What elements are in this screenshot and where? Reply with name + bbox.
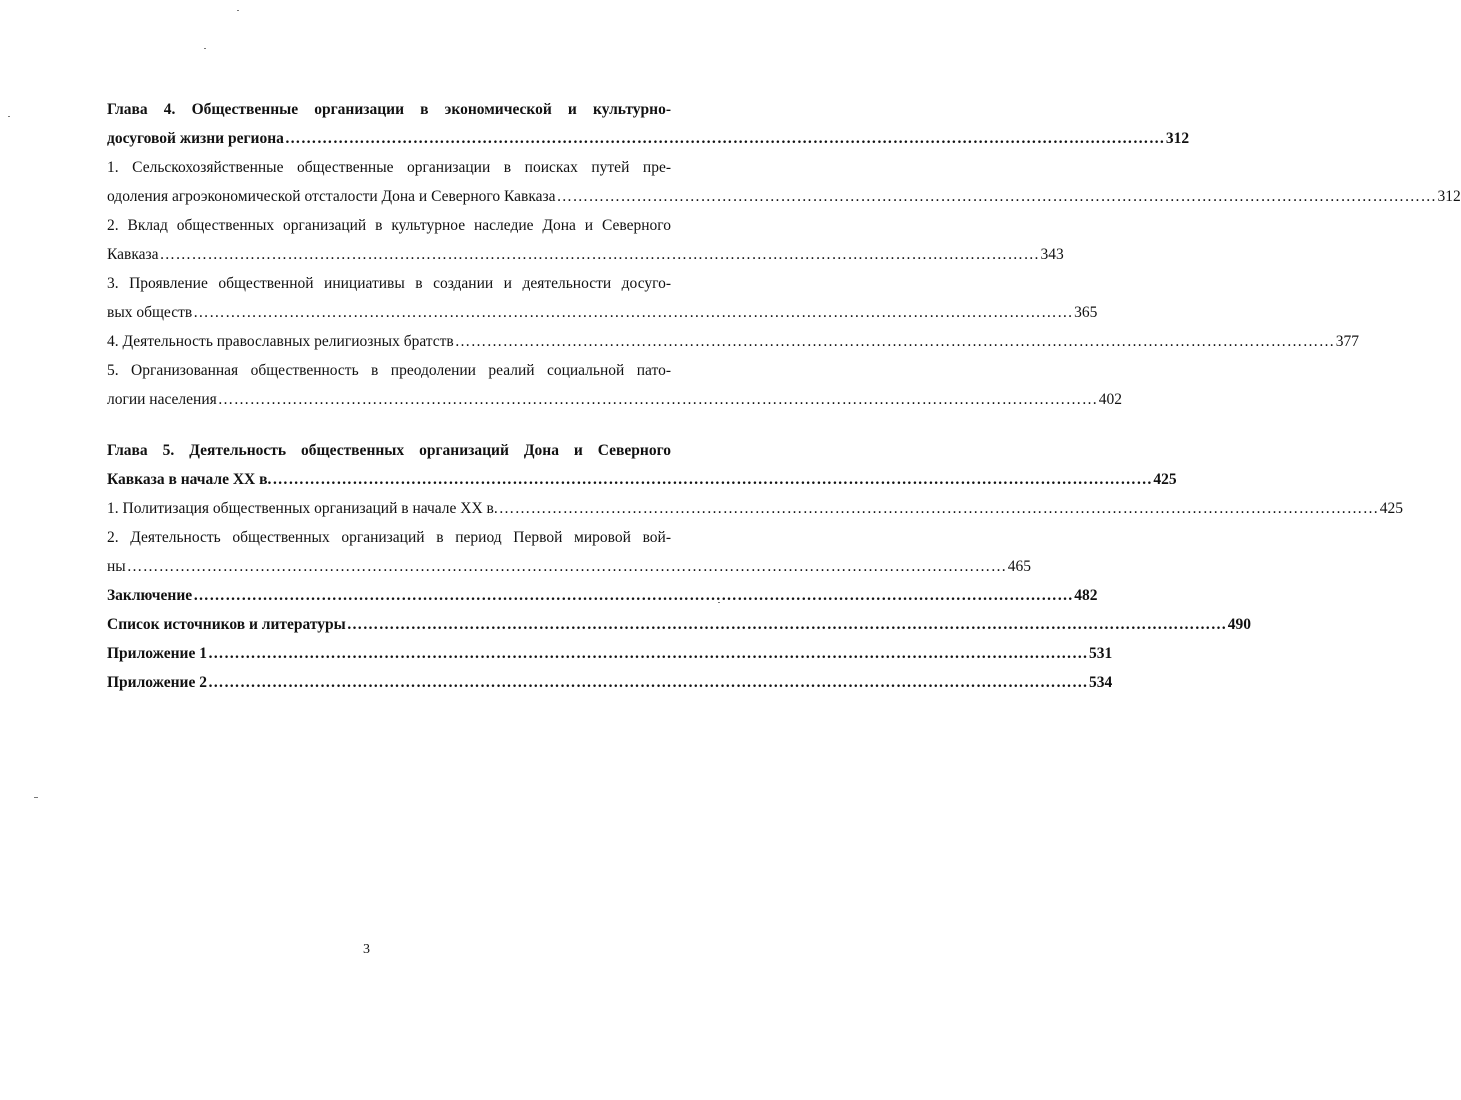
toc-leader-dots: …………………………………………………………………………………………………………………………………………………: [193, 304, 1074, 321]
toc-leader-dots: …………………………………………………………………………………………………………………………………………………: [284, 130, 1165, 147]
toc-leader-dots: …………………………………………………………………………………………………………………………………………………: [126, 558, 1007, 575]
toc-page-number: 312: [1165, 130, 1190, 147]
toc-entry-title: Приложение 1: [107, 645, 207, 662]
toc-page-number: 534: [1088, 674, 1113, 691]
toc-leader-dots: …………………………………………………………………………………………………………………………………………………: [556, 188, 1437, 205]
toc-leader-dots: …………………………………………………………………………………………………………………………………………………: [207, 645, 1088, 662]
toc-chapter-entry: [107, 436, 1177, 494]
toc-page-number: 425: [1379, 500, 1404, 517]
toc-entry-title: одоления агроэкономической отсталости Дона и Северного Кавказа: [107, 188, 556, 205]
toc-chapter-entry: [107, 610, 1252, 639]
toc-entry-title-line: 3. Проявление общественной инициативы в создании и деятельности досуго-: [107, 275, 671, 292]
toc-entry-title-line: Глава 4. Общественные организации в экономической и культурно-: [107, 101, 671, 118]
toc-chapter-entry: [107, 639, 1113, 668]
toc-chapter-entry: [107, 668, 1113, 697]
toc-page-number: 425: [1153, 471, 1177, 488]
toc-section-entry: [107, 269, 1098, 327]
toc-section-entry: [107, 494, 1404, 523]
toc-section-entry: [107, 523, 1031, 581]
toc-section-entry: [107, 211, 1064, 269]
toc-entry-title: 4. Деятельность православных религиозных братств: [107, 333, 454, 350]
toc-leader-dots: …………………………………………………………………………………………………………………………………………………: [346, 616, 1227, 633]
toc-entry-title-line: 2. Вклад общественных организаций в культурное наследие Дона и Северного: [107, 217, 671, 234]
toc-entry-title: Заключение: [107, 587, 193, 604]
toc-leader-dots: …………………………………………………………………………………………………………………………………………………: [193, 587, 1074, 604]
toc-page-number: 377: [1335, 333, 1359, 350]
toc-entry-title: вых обществ: [107, 304, 193, 321]
toc-leader-dots: …………………………………………………………………………………………………………………………………………………: [217, 391, 1098, 408]
toc-page-number: 365: [1074, 304, 1098, 321]
toc-entry-title: ны: [107, 558, 126, 575]
toc-section-entry: [107, 327, 1359, 356]
toc-page-number: 482: [1074, 587, 1098, 604]
toc-section-entry: [107, 356, 1123, 414]
toc-entry-title-line: 1. Сельскохозяйственные общественные организации в поисках путей пре-: [107, 159, 671, 176]
page-number: 3: [363, 942, 370, 957]
toc-chapter-entry: [107, 581, 1098, 610]
toc-entry-title: досуговой жизни региона: [107, 130, 284, 147]
toc-page-number: 465: [1007, 558, 1031, 575]
toc-leader-dots: …………………………………………………………………………………………………………………………………………………: [454, 333, 1335, 350]
toc-entry-title-line: 5. Организованная общественность в преодолении реалий социальной пато-: [107, 362, 671, 379]
toc-section-entry: [107, 153, 1461, 211]
toc-chapter-entry: [107, 95, 1190, 153]
toc-entry-title: логии населения: [107, 391, 217, 408]
toc-leader-dots: …………………………………………………………………………………………………………………………………………………: [159, 246, 1040, 263]
toc-page-number: 402: [1098, 391, 1123, 408]
toc-entry-title: Список источников и литературы: [107, 616, 346, 633]
toc-leader-dots: …………………………………………………………………………………………………………………………………………………: [207, 674, 1088, 691]
toc-page-number: 531: [1088, 645, 1113, 662]
table-of-contents: [107, 95, 1461, 697]
toc-entry-title: Кавказа в начале XX в.: [107, 471, 272, 488]
toc-entry-title: Приложение 2: [107, 674, 207, 691]
toc-leader-dots: …………………………………………………………………………………………………………………………………………………: [272, 471, 1153, 488]
toc-page-number: 312: [1437, 188, 1461, 205]
toc-page-number: 343: [1040, 246, 1064, 263]
toc-entry-title-line: 2. Деятельность общественных организаций в период Первой мировой вой-: [107, 529, 671, 546]
toc-leader-dots: …………………………………………………………………………………………………………………………………………………: [498, 500, 1379, 517]
toc-entry-title-line: Глава 5. Деятельность общественных организаций Дона и Северного: [107, 442, 671, 459]
toc-entry-title: 1. Политизация общественных организаций в начале XX в.: [107, 500, 498, 517]
toc-page-number: 490: [1227, 616, 1252, 633]
toc-entry-title: Кавказа: [107, 246, 159, 263]
